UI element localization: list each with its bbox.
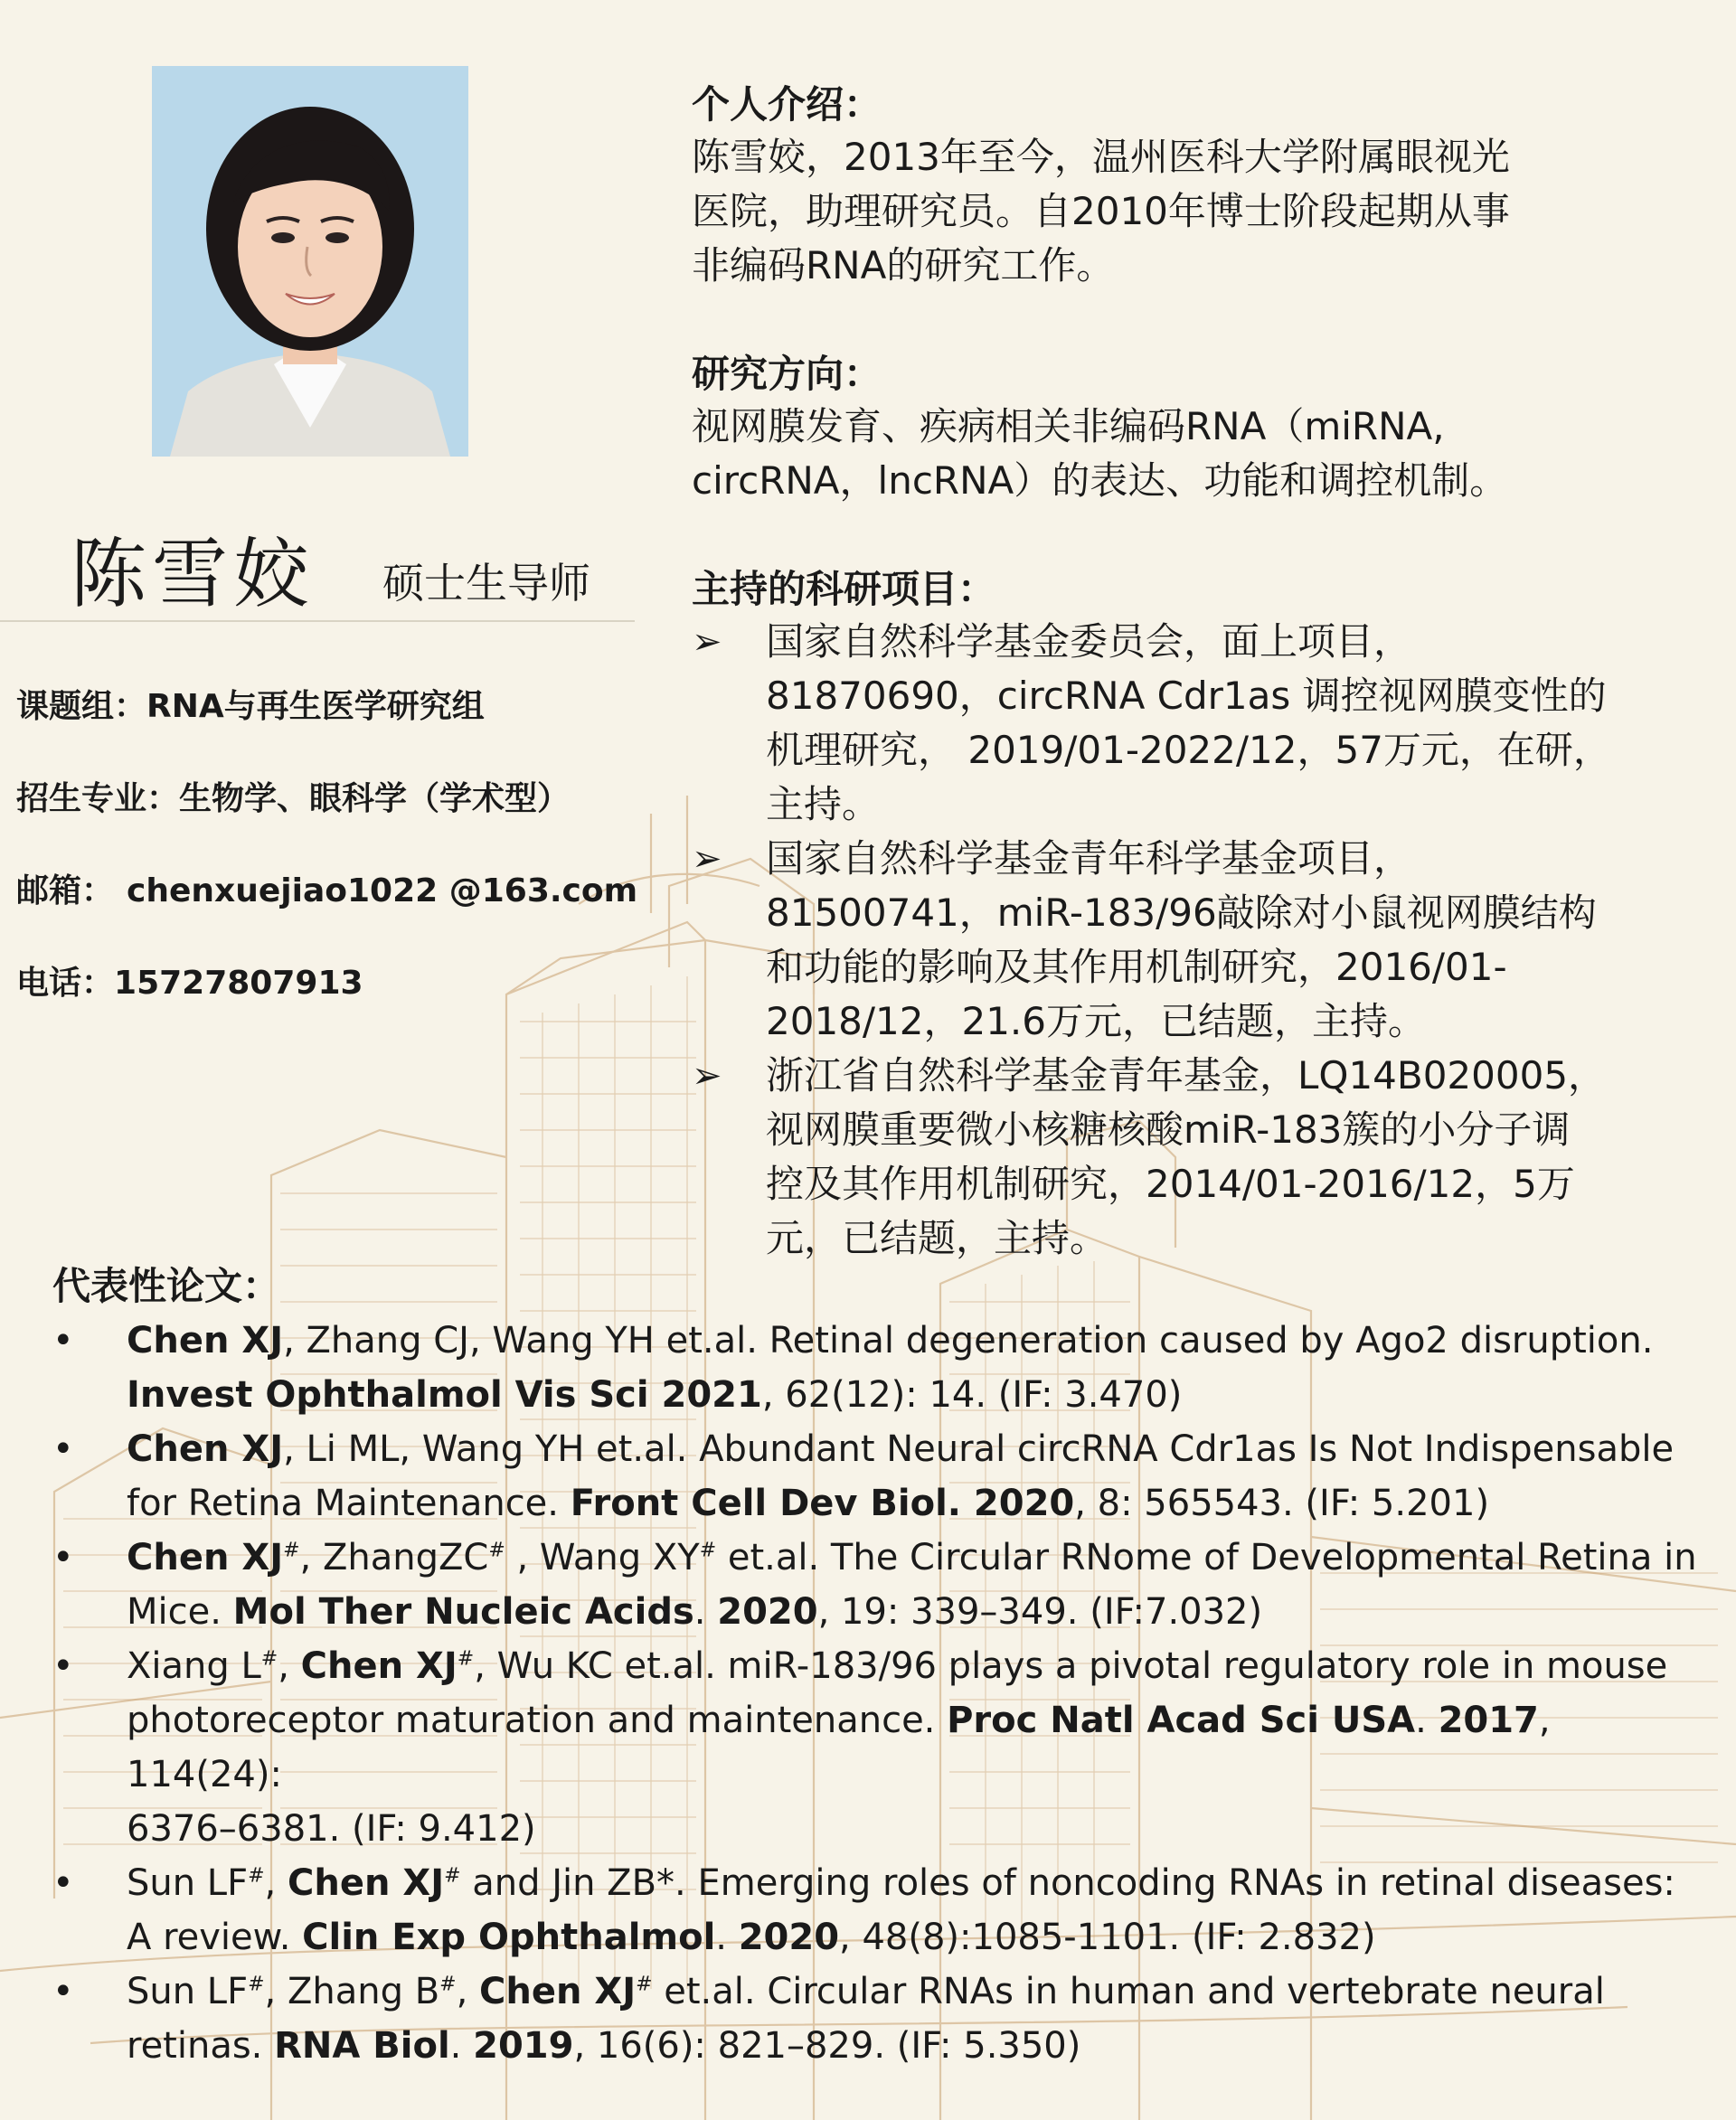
publication-item: • Chen XJ, Li ML, Wang YH et.al. Abundant Neural circRNA Cdr1as Is Not Indispensable for Retina Maintenance. Front Cell Dev Biol. 2020, 8: 565543. (IF: 5.201) xyxy=(52,1422,1698,1531)
publications-heading: 代表性论文： xyxy=(52,1264,281,1308)
info-phone: 电话：15727807913 xyxy=(16,965,363,1002)
publication-item: • Sun LF#, Chen XJ# and Jin ZB*. Emerging roles of noncoding RNAs in retinal diseases: A review. Clin Exp Ophthalmol. 2020, 48(8):1085-1101. (IF: 2.832) xyxy=(52,1856,1698,1965)
bullet-icon: • xyxy=(52,1320,74,1362)
person-name: 陈雪姣 xyxy=(71,530,316,618)
intro-section xyxy=(692,80,1686,293)
project-item: ➢ 国家自然科学基金青年科学基金项目， 81500741，miR-183/96敲除对小鼠视网膜结构 和功能的影响及其作用机制研究，2016/01- 2018/12，21.6万元，已结题，主持。 xyxy=(692,832,1686,1049)
info-major: 招生专业：生物学、眼科学（学术型） xyxy=(16,780,571,817)
project-item: ➢ 国家自然科学基金委员会，面上项目， 81870690，circRNA Cdr1as 调控视网膜变性的 机理研究， 2019/01-2022/12，57万元，在研， 主持。 xyxy=(692,615,1686,832)
intro-line: 陈雪姣，2013年至今，温州医科大学附属眼视光 xyxy=(692,135,1510,179)
research-section xyxy=(692,349,1686,508)
publication-item: • Xiang L#, Chen XJ#, Wu KC et.al. miR-183/96 plays a pivotal regulatory role in mouse photoreceptor maturation and maintenance. Proc Natl Acad Sci USA. 2017, 114(24): 6376–6381. (IF: 9.412) xyxy=(52,1639,1698,1856)
bullet-icon: • xyxy=(52,1428,74,1470)
publication-item: • Sun LF#, Zhang B#, Chen XJ# et.al. Circular RNAs in human and vertebrate neural retinas. RNA Biol. 2019, 16(6): 821–829. (IF: 5.350) xyxy=(52,1965,1698,2073)
publications-section xyxy=(52,1261,1698,2073)
projects-heading: 主持的科研项目： xyxy=(692,567,996,611)
project-item: ➢ 浙江省自然科学基金青年基金，LQ14B020005， 视网膜重要微小核糖核酸miR-183簇的小分子调 控及其作用机制研究，2014/01-2016/12，5万 元，已结题，主持。 xyxy=(692,1049,1686,1266)
info-group: 课题组：RNA与再生医学研究组 xyxy=(16,688,485,725)
arrow-bullet-icon: ➢ xyxy=(692,1055,722,1097)
intro-line: 医院，助理研究员。自2010年博士阶段起期从事 xyxy=(692,189,1510,233)
name-block xyxy=(71,529,631,619)
intro-line: 非编码RNA的研究工作。 xyxy=(692,243,1115,287)
research-line: 视网膜发育、疾病相关非编码RNA（miRNA, xyxy=(692,404,1445,448)
profile-photo xyxy=(152,66,468,457)
publication-item: • Chen XJ, Zhang CJ, Wang YH et.al. Retinal degeneration caused by Ago2 disruption. Invest Ophthalmol Vis Sci 2021, 62(12): 14. (IF: 3.470) xyxy=(52,1314,1698,1422)
arrow-bullet-icon: ➢ xyxy=(692,838,722,880)
bullet-icon: • xyxy=(52,1862,74,1904)
intro-heading: 个人介绍： xyxy=(692,82,882,127)
research-line: circRNA，lncRNA）的表达、功能和调控机制。 xyxy=(692,458,1508,503)
bullet-icon: • xyxy=(52,1645,74,1687)
projects-section xyxy=(692,564,1686,1266)
publication-item: • Chen XJ#, ZhangZC# , Wang XY# et.al. The Circular RNome of Developmental Retina in Mice. Mol Ther Nucleic Acids. 2020, 19: 339–349. (IF:7.032) xyxy=(52,1531,1698,1639)
info-email: 邮箱： chenxuejiao1022 @163.com xyxy=(16,872,638,909)
bullet-icon: • xyxy=(52,1537,74,1578)
arrow-bullet-icon: ➢ xyxy=(692,621,722,663)
research-heading: 研究方向： xyxy=(692,352,882,396)
person-title: 硕士生导师 xyxy=(382,559,590,608)
bullet-icon: • xyxy=(52,1971,74,2012)
name-divider xyxy=(0,620,635,622)
